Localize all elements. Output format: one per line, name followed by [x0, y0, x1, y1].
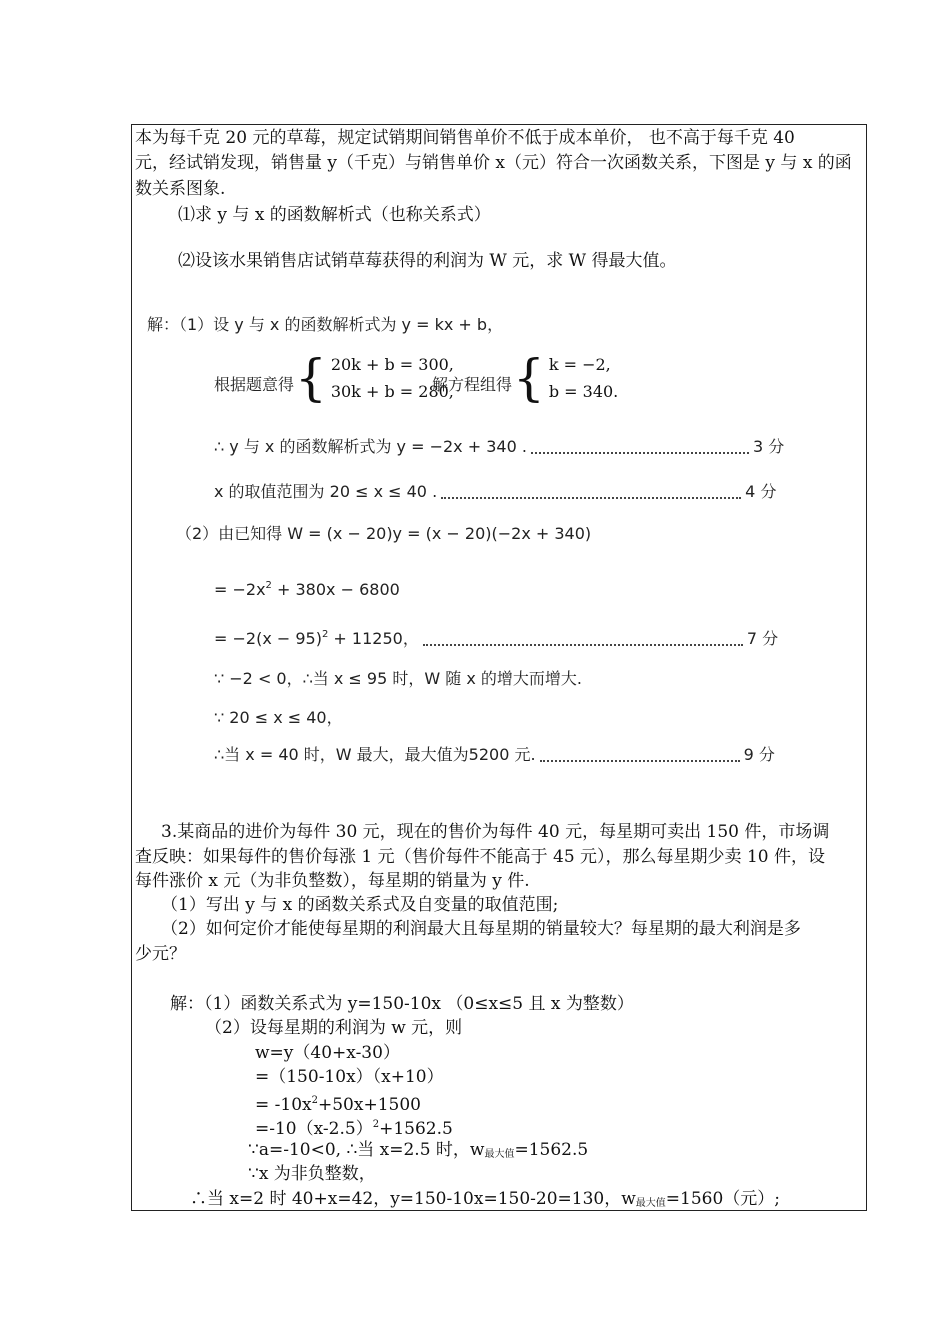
- solution2-step8: ∵ −2 < 0，∴当 x ≤ 95 时，W 随 x 的增大而增大.: [214, 669, 583, 688]
- leader-dots: [441, 487, 741, 499]
- problem3-line5: （2）如何定价才能使每星期的利润最大且每星期的销量较大？每星期的最大利润是多: [161, 919, 801, 939]
- left-brace-icon: {: [513, 349, 545, 407]
- equation-system-2: [513, 349, 619, 407]
- expr-part: ∵a=-10<0, ∴当 x=2.5 时，w: [248, 1140, 485, 1160]
- solution3-line1: 解：（1）函数关系式为 y=150-10x （0≤x≤5 且 x 为整数）: [170, 994, 634, 1014]
- solution2-step3-text: ∴ y 与 x 的函数解析式为 y = −2x + 340 .: [214, 437, 527, 456]
- score-label: 9 分: [743, 745, 775, 764]
- expr-part: = −2(x − 95): [214, 629, 322, 648]
- solution2-step7: [214, 625, 778, 649]
- equation-system-1: [295, 349, 454, 407]
- solution2-step3: [214, 437, 784, 457]
- page-frame: [131, 124, 867, 1211]
- solution3-line9: [190, 1189, 780, 1214]
- solution2-step5: （2）由已知得 W = (x − 20)y = (x − 20)(−2x + 340): [176, 524, 592, 543]
- solution3-line8: ∵x 为非负整数，: [248, 1164, 376, 1184]
- superscript: 2: [321, 629, 329, 640]
- solution2-step1: 解：（1）设 y 与 x 的函数解析式为 y = kx + b，: [147, 315, 504, 334]
- score-label: 3 分: [752, 437, 785, 456]
- problem3-line4: （1）写出 y 与 x 的函数关系式及自变量的取值范围;: [161, 895, 559, 915]
- expr-part: ∴当 x=2 时 40+x=42，y=150-10x=150-20=130，w: [190, 1189, 636, 1209]
- solution2-step6: [214, 576, 400, 600]
- solution2-step10: [214, 745, 775, 765]
- superscript: 2: [265, 580, 272, 591]
- expr-part: + 11250，: [328, 629, 419, 648]
- problem3-line3: 每件涨价 x 元（为非负整数），每星期的销量为 y 件.: [135, 871, 530, 891]
- solution2-step2-prefix: 根据题意得: [214, 375, 295, 394]
- subscript: 最大值: [635, 1198, 666, 1209]
- expr-part: + 380x − 6800: [271, 580, 400, 599]
- solution3-line7: [248, 1140, 588, 1165]
- superscript: 2: [372, 1119, 380, 1130]
- problem2-line3: 数关系图象.: [135, 179, 226, 199]
- leader-dots: [531, 442, 749, 454]
- leader-dots: [423, 634, 743, 646]
- problem3-line6: 少元？: [135, 944, 186, 964]
- expr-part: =-10（x-2.5）: [255, 1119, 373, 1139]
- solution3-line6: [255, 1115, 453, 1139]
- solution3-line5: [255, 1091, 421, 1115]
- system2-eq2: b = 340.: [548, 382, 619, 401]
- left-brace-icon: {: [295, 349, 327, 407]
- solution2-step4: [214, 482, 776, 502]
- solution2-step4-text: x 的取值范围为 20 ≤ x ≤ 40 .: [214, 482, 438, 501]
- subscript: 最大值: [484, 1149, 515, 1160]
- problem2-question2: ⑵设该水果销售店试销草莓获得的利润为 W 元，求 W 得最大值。: [178, 251, 677, 271]
- problem2-question1: ⑴求 y 与 x 的函数解析式（也称关系式）: [178, 205, 491, 225]
- expr-part: = -10x: [255, 1095, 312, 1115]
- system1-eq1: 20k + b = 300,: [330, 355, 454, 374]
- expr-part: +1562.5: [379, 1119, 453, 1139]
- solution3-line3: w=y（40+x-30）: [255, 1043, 400, 1063]
- problem3-line2: 查反映：如果每件的售价每涨 1 元（售价每件不能高于 45 元），那么每星期少卖 10 件，设: [135, 847, 826, 867]
- problem3-line1: 3.某商品的进价为每件 30 元，现在的售价为每件 40 元，每星期可卖出 150 件，市场调: [161, 822, 830, 842]
- solution2-step9: ∵ 20 ≤ x ≤ 40，: [214, 708, 343, 727]
- score-label: 7 分: [746, 629, 779, 648]
- expr-part: = −2x: [214, 580, 266, 599]
- problem2-line2: 元，经试销发现，销售量 y（千克）与销售单价 x（元）符合一次函数关系，下图是 y 与 x 的函: [135, 153, 852, 173]
- solution2-step10-text: ∴当 x = 40 时，W 最大，最大值为5200 元.: [214, 745, 536, 764]
- system1-eq2: 30k + b = 280,: [330, 382, 454, 401]
- system2-eq1: k = −2,: [548, 355, 611, 374]
- expr-part: +50x+1500: [318, 1095, 421, 1115]
- solution2-step2-mid: 解方程组得: [432, 375, 513, 394]
- problem2-line1: 本为每千克 20 元的草莓，规定试销期间销售单价不低于成本单价， 也不高于每千克 40: [135, 128, 795, 148]
- score-label: 4 分: [745, 482, 777, 501]
- leader-dots: [540, 750, 740, 762]
- expr-part: =1562.5: [514, 1140, 589, 1160]
- solution3-line4: =（150-10x）（x+10）: [255, 1067, 444, 1087]
- solution3-line2: （2）设每星期的利润为 w 元，则: [205, 1018, 463, 1038]
- superscript: 2: [311, 1095, 318, 1106]
- expr-part: =1560（元）;: [665, 1189, 781, 1209]
